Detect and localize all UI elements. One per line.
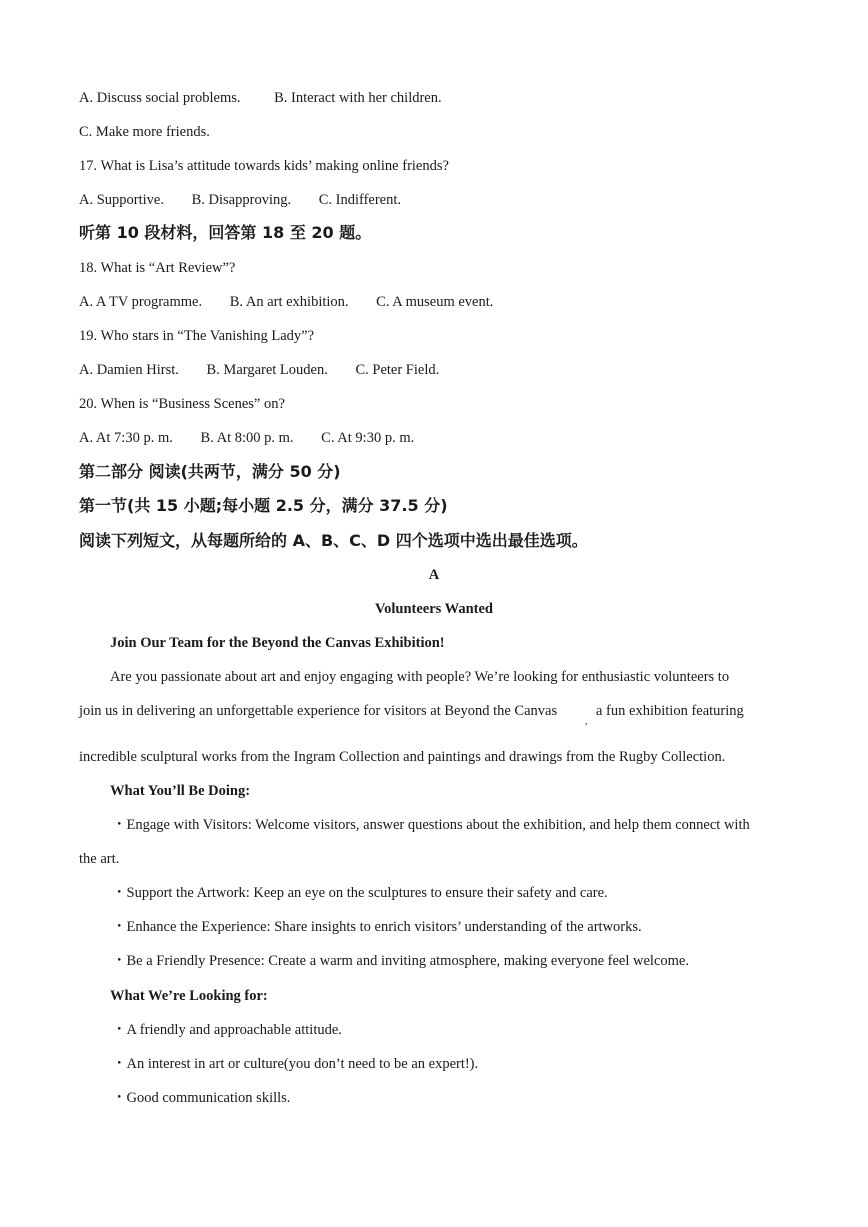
- q17-option-a: A. Supportive.: [79, 192, 164, 208]
- looking-item-1: ・A friendly and approachable attitude.: [112, 1022, 342, 1038]
- q18-option-b: B. An art exhibition.: [229, 294, 349, 310]
- q19-question: 19. Who stars in “The Vanishing Lady”?: [79, 328, 315, 344]
- looking-item-3: ・Good communication skills.: [112, 1090, 291, 1106]
- q16-option-c: C. Make more friends.: [79, 124, 210, 140]
- q18-option-a: A. A TV programme.: [79, 294, 203, 310]
- reading-instructions: 阅读下列短文，从每题所给的 A、B、C、D 四个选项中选出最佳选项。: [79, 531, 588, 550]
- section1-heading: 第一节(共 15 小题;每小题 2.5 分，满分 37.5 分): [79, 496, 448, 515]
- q18-option-c: C. A museum event.: [376, 294, 494, 310]
- intro-stray-comma: ,: [585, 716, 588, 727]
- looking-item-2: ・An interest in art or culture(you don’t need to be an expert!).: [112, 1056, 479, 1072]
- q17-option-c: C. Indifferent.: [318, 192, 401, 208]
- doing-heading: What You’ll Be Doing:: [110, 783, 251, 799]
- q16-option-a: A. Discuss social problems.: [79, 90, 241, 106]
- doing-item-1: ・Engage with Visitors: Welcome visitors, answer questions about the exhibition, and help them connect with: [112, 817, 750, 833]
- passage-letter: A: [428, 567, 440, 583]
- doing-item-3: ・Enhance the Experience: Share insights to enrich visitors’ understanding of the artworks.: [112, 919, 642, 935]
- q20-options: [79, 429, 414, 447]
- q17-options: [79, 191, 401, 209]
- doing-item-1-cont: the art.: [79, 851, 120, 867]
- intro-line-3: incredible sculptural works from the Ingram Collection and paintings and drawings from the Rugby Collection.: [79, 749, 726, 765]
- q18-question: 18. What is “Art Review”?: [79, 260, 236, 276]
- q16-option-b: B. Interact with her children.: [274, 90, 442, 106]
- intro-line-2a: join us in delivering an unforgettable experience for visitors at Beyond the Canvas: [79, 703, 558, 719]
- q19-options: [79, 361, 439, 379]
- passage-title: Volunteers Wanted: [374, 601, 494, 617]
- part2-heading: 第二部分 阅读(共两节，满分 50 分): [79, 462, 341, 481]
- intro-line-1: Are you passionate about art and enjoy engaging with people? We’re looking for enthusiastic volunteers to: [110, 669, 730, 685]
- q19-option-a: A. Damien Hirst.: [79, 362, 179, 378]
- q20-option-b: B. At 8:00 p. m.: [200, 430, 294, 446]
- doing-item-4: ・Be a Friendly Presence: Create a warm and inviting atmosphere, making everyone feel welcome.: [112, 953, 689, 969]
- q19-option-b: B. Margaret Louden.: [206, 362, 328, 378]
- q16-options-row-1: [79, 89, 442, 107]
- q17-question: 17. What is Lisa’s attitude towards kids’ making online friends?: [79, 158, 449, 174]
- q20-question: 20. When is “Business Scenes” on?: [79, 396, 285, 412]
- section10-heading: 听第 10 段材料，回答第 18 至 20 题。: [79, 223, 372, 242]
- q17-option-b: B. Disapproving.: [191, 192, 292, 208]
- passage-subtitle: Join Our Team for the Beyond the Canvas Exhibition!: [110, 635, 445, 651]
- looking-heading: What We’re Looking for:: [110, 988, 268, 1004]
- intro-line-2b: a fun exhibition featuring: [596, 703, 744, 719]
- q20-option-c: C. At 9:30 p. m.: [321, 430, 415, 446]
- q19-option-c: C. Peter Field.: [355, 362, 440, 378]
- doing-item-2: ・Support the Artwork: Keep an eye on the sculptures to ensure their safety and care.: [112, 885, 608, 901]
- q18-options: [79, 293, 493, 311]
- q20-option-a: A. At 7:30 p. m.: [79, 430, 173, 446]
